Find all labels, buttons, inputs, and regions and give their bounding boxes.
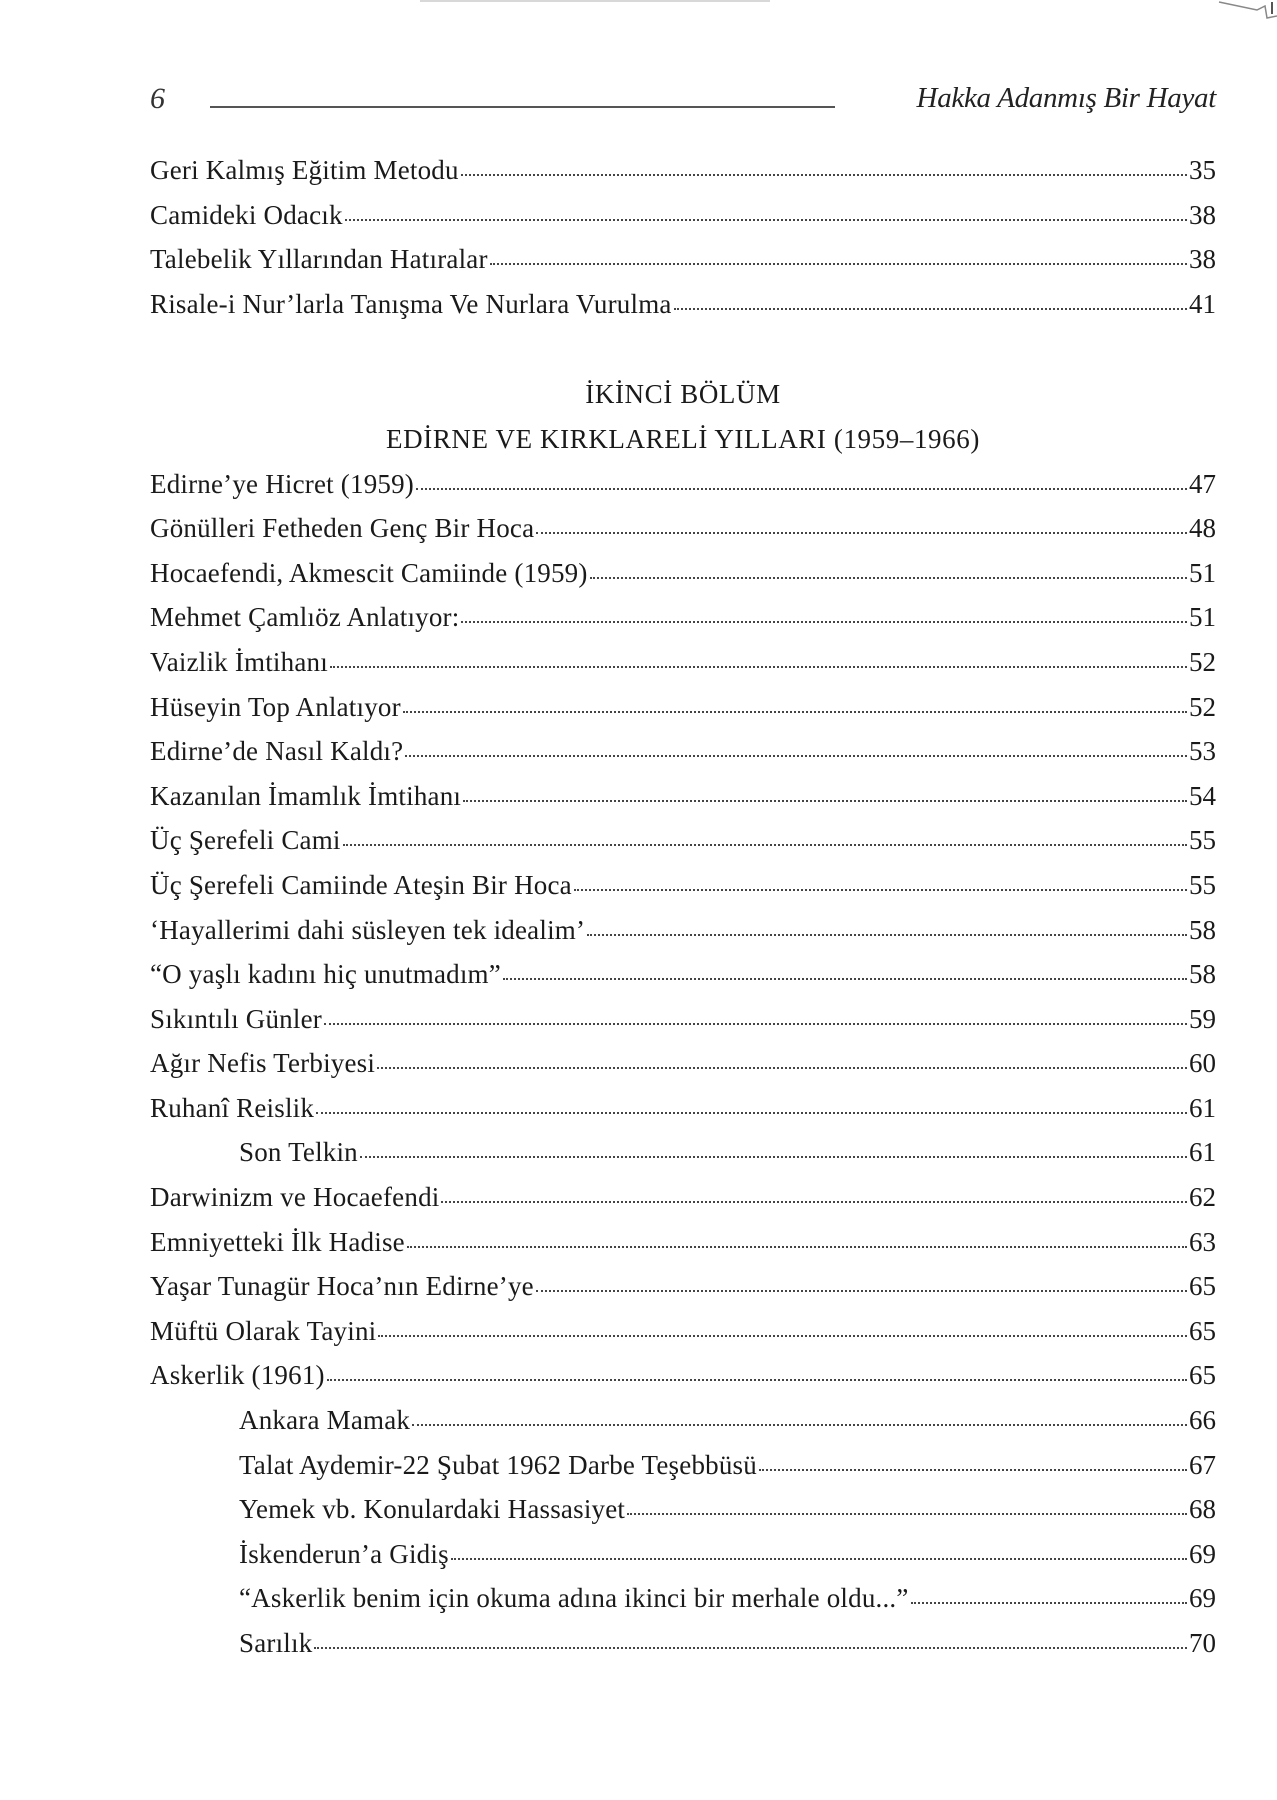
toc-entry-page: 53	[1189, 736, 1216, 767]
toc-entry-page: 61	[1189, 1137, 1216, 1168]
toc-entry[interactable]	[150, 863, 1216, 908]
toc-entry[interactable]	[150, 1264, 1216, 1309]
toc-entry-title: İskenderun’a Gidiş	[239, 1538, 449, 1569]
toc-entry-title: Ağır Nefis Terbiyesi	[150, 1048, 376, 1079]
dot-leader	[330, 666, 1187, 668]
page-header	[150, 82, 1216, 122]
toc-entry-title: Camideki Odacık	[150, 199, 343, 230]
toc-entry[interactable]	[150, 1621, 1216, 1666]
toc-entry-title: Hocaefendi, Akmescit Camiinde (1959)	[150, 557, 588, 588]
toc-entry[interactable]	[150, 237, 1216, 282]
table-of-contents	[150, 148, 1216, 1666]
toc-entry-page: 65	[1189, 1271, 1216, 1302]
toc-entry-title: “Askerlik benim için okuma adına ikinci bir merhale oldu...”	[239, 1583, 909, 1614]
toc-entry-title: Üç Şerefeli Cami	[150, 825, 341, 856]
dot-leader	[360, 1156, 1187, 1158]
toc-entry-page: 41	[1189, 288, 1216, 319]
toc-entry[interactable]	[150, 729, 1216, 774]
dot-leader	[314, 1647, 1187, 1649]
dot-leader	[574, 889, 1187, 891]
dot-leader	[536, 1290, 1187, 1292]
toc-entry-title: Gönülleri Fetheden Genç Bir Hoca	[150, 513, 535, 544]
toc-entry-title: Darwinizm ve Hocaefendi	[150, 1182, 440, 1213]
toc-entry[interactable]	[150, 952, 1216, 997]
toc-entry-title: Ankara Mamak	[239, 1405, 411, 1436]
dot-leader	[345, 219, 1187, 221]
toc-entry-title: ‘Hayallerimi dahi süsleyen tek idealim’	[150, 914, 586, 945]
toc-entry-page: 69	[1189, 1538, 1216, 1569]
toc-list-before	[150, 148, 1216, 326]
toc-entry-title: Edirne’de Nasıl Kaldı?	[150, 736, 404, 767]
toc-entry-title: Yaşar Tunagür Hoca’nın Edirne’ye	[150, 1271, 534, 1302]
dot-leader	[490, 263, 1187, 265]
toc-entry-page: 52	[1189, 691, 1216, 722]
dot-leader	[627, 1513, 1187, 1515]
dot-leader	[405, 755, 1187, 757]
toc-entry-title: Vaizlik İmtihanı	[150, 646, 328, 677]
toc-entry-page: 70	[1189, 1628, 1216, 1658]
toc-entry[interactable]	[150, 818, 1216, 863]
toc-entry-title: Mehmet Çamlıöz Anlatıyor:	[150, 602, 460, 633]
dot-leader	[461, 174, 1187, 176]
toc-entry-page: 58	[1189, 914, 1216, 945]
dot-leader	[316, 1112, 1187, 1114]
toc-entry-title: Edirne’ye Hicret (1959)	[150, 468, 414, 499]
dot-leader	[587, 934, 1187, 936]
dot-leader	[416, 488, 1187, 490]
dot-leader	[674, 308, 1187, 310]
dot-leader	[407, 1246, 1187, 1248]
toc-entry-page: 61	[1189, 1092, 1216, 1123]
toc-entry[interactable]	[150, 1309, 1216, 1354]
section-title: EDİRNE VE KIRKLARELİ YILLARI (1959–1966)	[386, 423, 980, 454]
section-label: İKİNCİ BÖLÜM	[585, 379, 781, 410]
dot-leader	[759, 1469, 1187, 1471]
toc-entry[interactable]	[150, 1443, 1216, 1488]
toc-entry[interactable]	[150, 1532, 1216, 1577]
toc-entry-page: 69	[1189, 1583, 1216, 1614]
toc-entry-page: 65	[1189, 1360, 1216, 1391]
toc-entry-title: Ruhanî Reislik	[150, 1092, 315, 1123]
toc-entry-title: Talebelik Yıllarından Hatıralar	[150, 244, 488, 275]
toc-entry-page: 66	[1189, 1405, 1216, 1436]
toc-entry-title: Müftü Olarak Tayini	[150, 1315, 377, 1346]
toc-entry-page: 38	[1189, 199, 1216, 230]
toc-entry-page: 59	[1189, 1003, 1216, 1034]
toc-entry-page: 60	[1189, 1048, 1216, 1079]
page-number: 6	[150, 82, 165, 115]
toc-entry[interactable]	[150, 908, 1216, 953]
toc-entry-title: Talat Aydemir-22 Şubat 1962 Darbe Teşebbüsü	[239, 1449, 757, 1480]
toc-entry[interactable]	[150, 1487, 1216, 1532]
toc-entry-title: Geri Kalmış Eğitim Metodu	[150, 155, 459, 185]
toc-entry[interactable]	[150, 1130, 1216, 1175]
toc-entry[interactable]	[150, 282, 1216, 327]
dot-leader	[403, 711, 1187, 713]
toc-entry-page: 55	[1189, 869, 1216, 900]
toc-entry[interactable]	[150, 193, 1216, 238]
toc-entry-title: “O yaşlı kadını hiç unutmadım”	[150, 959, 501, 990]
toc-entry-title: Risale-i Nur’larla Tanışma Ve Nurlara Vurulma	[150, 288, 672, 319]
toc-entry[interactable]	[150, 1220, 1216, 1265]
toc-entry[interactable]	[150, 997, 1216, 1042]
toc-list-after	[150, 462, 1216, 1666]
header-rule	[210, 106, 835, 108]
toc-entry-title: Son Telkin	[239, 1137, 358, 1168]
dot-leader	[451, 1558, 1187, 1560]
dot-leader	[911, 1602, 1187, 1604]
toc-entry-title: Kazanılan İmamlık İmtihanı	[150, 780, 462, 811]
toc-entry-page: 38	[1189, 244, 1216, 275]
dot-leader	[377, 1067, 1187, 1069]
toc-entry[interactable]	[150, 551, 1216, 596]
toc-entry-title: Askerlik (1961)	[150, 1360, 325, 1391]
toc-entry[interactable]	[150, 1398, 1216, 1443]
dot-leader	[536, 532, 1187, 534]
toc-entry-page: 68	[1189, 1494, 1216, 1525]
toc-entry-page: 67	[1189, 1449, 1216, 1480]
running-title: Hakka Adanmış Bir Hayat	[916, 82, 1216, 114]
toc-entry-page: 52	[1189, 646, 1216, 677]
scan-artifact-icon	[1217, 0, 1277, 22]
toc-entry-page: 48	[1189, 513, 1216, 544]
section-gap	[150, 326, 1216, 372]
dot-leader	[324, 1023, 1187, 1025]
dot-leader	[327, 1379, 1187, 1381]
toc-entry[interactable]	[150, 774, 1216, 819]
toc-entry-title: Üç Şerefeli Camiinde Ateşin Bir Hoca	[150, 869, 572, 900]
dot-leader	[461, 621, 1187, 623]
toc-entry-title: Emniyetteki İlk Hadise	[150, 1226, 405, 1257]
toc-entry[interactable]	[150, 148, 1216, 193]
dot-leader	[378, 1335, 1187, 1337]
toc-entry-page: 55	[1189, 825, 1216, 856]
dot-leader	[412, 1424, 1187, 1426]
toc-entry-page: 51	[1189, 557, 1216, 588]
toc-entry[interactable]	[150, 1175, 1216, 1220]
toc-entry[interactable]	[150, 640, 1216, 685]
toc-entry[interactable]	[150, 1353, 1216, 1398]
dot-leader	[441, 1201, 1187, 1203]
toc-entry-title: Hüseyin Top Anlatıyor	[150, 691, 401, 722]
toc-entry-page: 63	[1189, 1226, 1216, 1257]
toc-entry-page: 65	[1189, 1315, 1216, 1346]
toc-entry-title: Sarılık	[239, 1628, 313, 1658]
toc-entry-page: 35	[1189, 155, 1216, 185]
scan-edge-line	[420, 0, 770, 2]
toc-entry-page: 62	[1189, 1182, 1216, 1213]
toc-entry-page: 51	[1189, 602, 1216, 633]
toc-entry[interactable]	[150, 1576, 1216, 1621]
toc-entry-title: Yemek vb. Konulardaki Hassasiyet	[239, 1494, 626, 1525]
toc-entry-title: Sıkıntılı Günler	[150, 1003, 322, 1034]
toc-entry-page: 58	[1189, 959, 1216, 990]
toc-entry[interactable]	[150, 685, 1216, 730]
toc-entry[interactable]	[150, 595, 1216, 640]
dot-leader	[590, 577, 1187, 579]
toc-entry[interactable]	[150, 1086, 1216, 1131]
dot-leader	[503, 978, 1187, 980]
toc-entry[interactable]	[150, 1041, 1216, 1086]
toc-entry-page: 47	[1189, 468, 1216, 499]
toc-entry[interactable]	[150, 506, 1216, 551]
dot-leader	[463, 800, 1187, 802]
toc-entry[interactable]	[150, 462, 1216, 507]
dot-leader	[343, 844, 1187, 846]
toc-entry-page: 54	[1189, 780, 1216, 811]
